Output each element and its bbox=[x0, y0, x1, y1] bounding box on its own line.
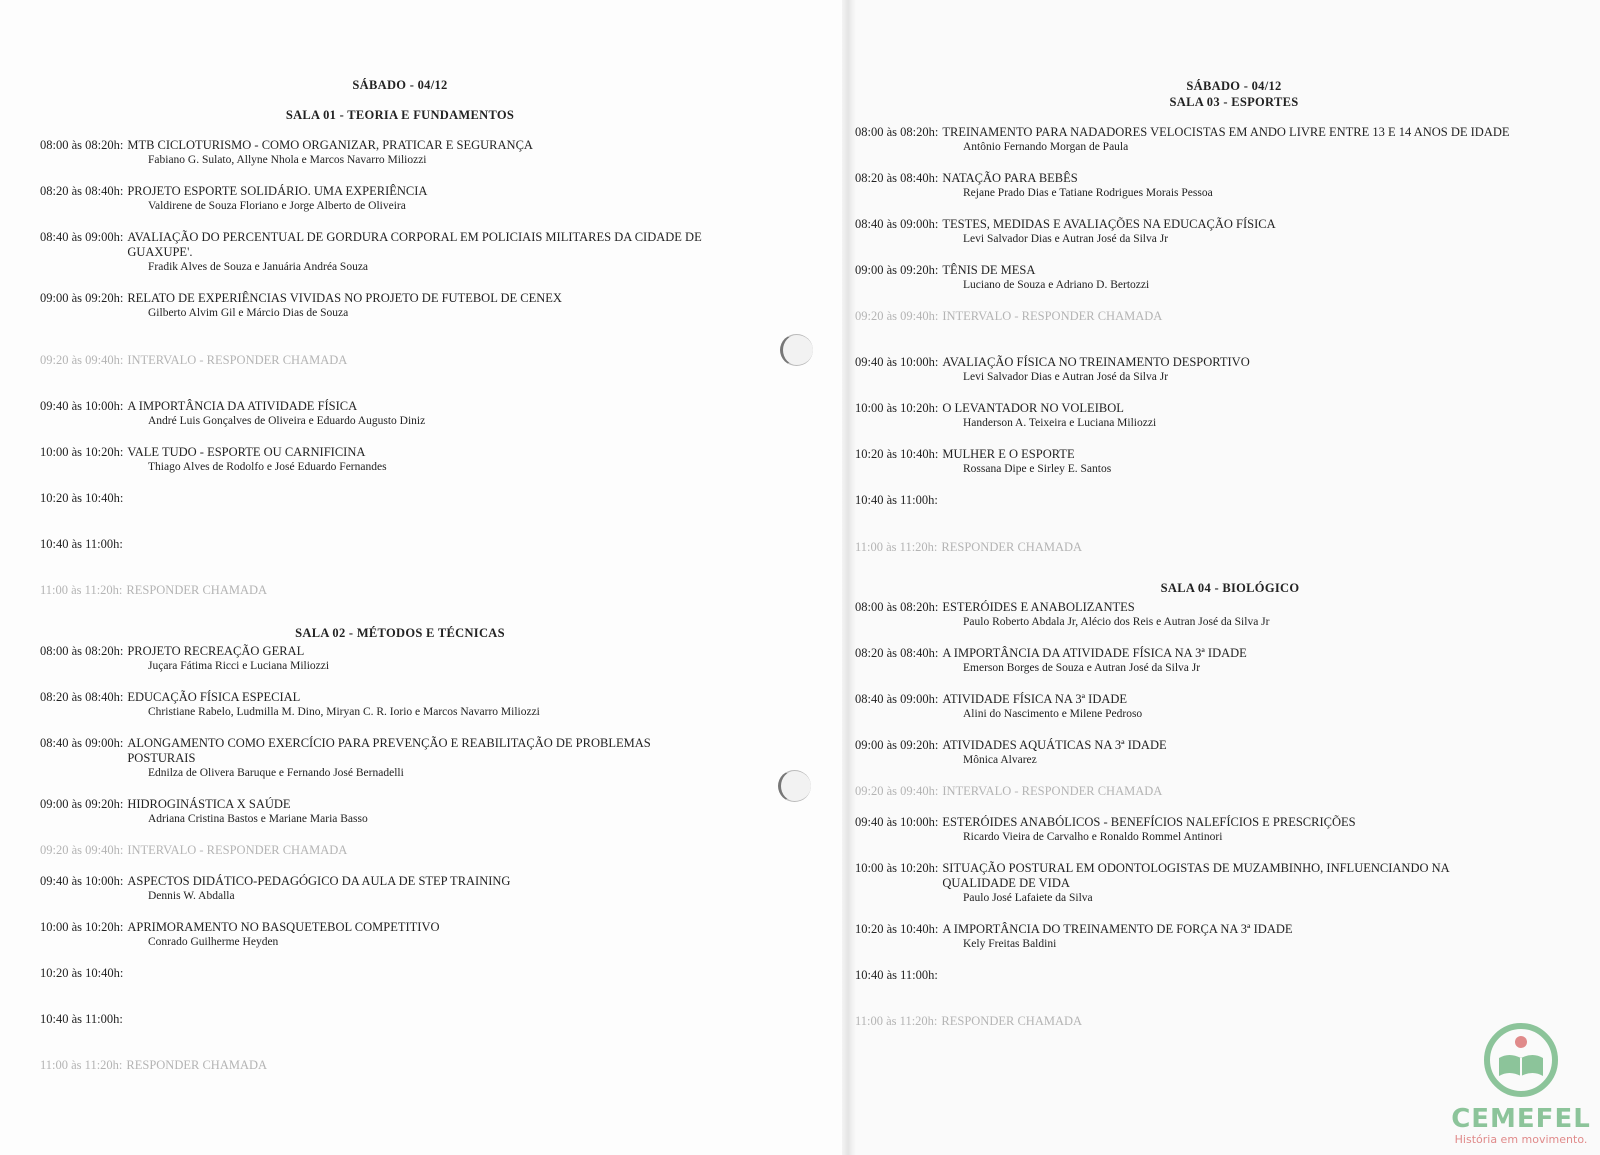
entry-title: INTERVALO - RESPONDER CHAMADA bbox=[127, 843, 348, 857]
entry-time: 10:00 às 10:20h: bbox=[855, 401, 939, 415]
schedule-entry bbox=[40, 291, 740, 321]
entry-line bbox=[40, 966, 720, 981]
schedule-entry bbox=[855, 217, 1575, 247]
entry-line bbox=[40, 583, 740, 598]
entry-authors: Christiane Rabelo, Ludmilla M. Dino, Miryan C. R. Iorio e Marcos Navarro Miliozzi bbox=[148, 706, 540, 718]
schedule-entry bbox=[40, 1012, 720, 1027]
entry-title: TÊNIS DE MESA bbox=[942, 263, 1036, 277]
entry-line bbox=[40, 230, 740, 260]
entry-time: 11:00 às 11:20h: bbox=[855, 540, 938, 554]
schedule-entry bbox=[40, 399, 740, 429]
entry-authors: Paulo José Lafaiete da Silva bbox=[963, 892, 1093, 904]
entry-time: 10:00 às 10:20h: bbox=[40, 920, 124, 934]
entry-time: 11:00 às 11:20h: bbox=[855, 1014, 938, 1028]
entry-title: EDUCAÇÃO FÍSICA ESPECIAL bbox=[127, 690, 301, 704]
schedule-entry bbox=[855, 309, 1575, 324]
entry-time: 10:00 às 10:20h: bbox=[40, 445, 124, 459]
entry-line bbox=[855, 692, 1505, 707]
schedule-entry bbox=[855, 401, 1575, 431]
entry-authors: Emerson Borges de Souza e Autran José da Silva Jr bbox=[963, 662, 1201, 674]
entry-line bbox=[855, 540, 1575, 555]
entry-title: AVALIAÇÃO DO PERCENTUAL DE GORDURA CORPORAL EM POLICIAIS MILITARES DA CIDADE DE GUAXUPE'. bbox=[127, 230, 702, 259]
entry-time: 09:40 às 10:00h: bbox=[40, 874, 124, 888]
entry-line bbox=[40, 445, 740, 460]
schedule-entry bbox=[40, 491, 740, 506]
entry-title: INTERVALO - RESPONDER CHAMADA bbox=[127, 353, 348, 367]
entry-authors: Levi Salvador Dias e Autran José da Silva Jr bbox=[963, 233, 1169, 245]
entry-title: RESPONDER CHAMADA bbox=[126, 1058, 268, 1072]
schedule-entry bbox=[40, 874, 720, 904]
schedule-entry bbox=[40, 797, 720, 827]
entry-line bbox=[855, 784, 1505, 799]
schedule-entry bbox=[855, 355, 1575, 385]
entry-line bbox=[855, 171, 1575, 186]
schedule-entry bbox=[855, 738, 1505, 768]
entry-line bbox=[855, 447, 1575, 462]
entry-line bbox=[855, 968, 1505, 983]
entry-authors: Valdirene de Souza Floriano e Jorge Alberto de Oliveira bbox=[148, 200, 406, 212]
entry-title: ESTERÓIDES ANABÓLICOS - BENEFÍCIOS NALEFÍCIOS E PRESCRIÇÕES bbox=[942, 815, 1356, 829]
entry-authors: Dennis W. Abdalla bbox=[148, 890, 235, 902]
entry-time: 08:40 às 09:00h: bbox=[855, 692, 939, 706]
entry-time: 09:40 às 10:00h: bbox=[40, 399, 124, 413]
cemefel-book-icon bbox=[1481, 1020, 1561, 1100]
entry-line bbox=[855, 217, 1575, 232]
entry-line bbox=[855, 738, 1505, 753]
entry-authors: Ednilza de Olivera Baruque e Fernando José Bernadelli bbox=[148, 767, 404, 779]
entry-time: 08:40 às 09:00h: bbox=[40, 230, 124, 244]
entry-line bbox=[855, 263, 1575, 278]
schedule-entry bbox=[855, 540, 1575, 555]
schedule-entry bbox=[855, 646, 1505, 676]
schedule-entry bbox=[40, 583, 740, 598]
entry-line bbox=[855, 922, 1505, 937]
entry-title: RESPONDER CHAMADA bbox=[941, 1014, 1083, 1028]
entry-line bbox=[40, 797, 720, 812]
entry-line bbox=[855, 600, 1505, 615]
schedule-entry bbox=[40, 920, 720, 950]
entry-authors: Paulo Roberto Abdala Jr, Alécio dos Reis e Autran José da Silva Jr bbox=[963, 616, 1270, 628]
entry-line bbox=[855, 861, 1505, 891]
schedule-entry bbox=[855, 815, 1505, 845]
schedule-entry bbox=[855, 784, 1505, 799]
entry-title: ASPECTOS DIDÁTICO-PEDAGÓGICO DA AULA DE STEP TRAINING bbox=[127, 874, 511, 888]
entry-line bbox=[40, 138, 740, 153]
schedule-entry bbox=[40, 736, 720, 781]
entry-line bbox=[855, 309, 1575, 324]
entry-time: 09:20 às 09:40h: bbox=[855, 784, 939, 798]
entry-authors: Ricardo Vieira de Carvalho e Ronaldo Rommel Antinori bbox=[963, 831, 1223, 843]
entry-authors: Handerson A. Teixeira e Luciana Miliozzi bbox=[963, 417, 1157, 429]
entry-time: 09:00 às 09:20h: bbox=[40, 797, 124, 811]
entry-title: TESTES, MEDIDAS E AVALIAÇÕES NA EDUCAÇÃO FÍSICA bbox=[942, 217, 1276, 231]
entry-time: 11:00 às 11:20h: bbox=[40, 583, 123, 597]
entry-title: PROJETO RECREAÇÃO GERAL bbox=[127, 644, 305, 658]
entry-title: ATIVIDADES AQUÁTICAS NA 3ª IDADE bbox=[942, 738, 1167, 752]
entry-authors: Kely Freitas Baldini bbox=[963, 938, 1057, 950]
entry-time: 09:20 às 09:40h: bbox=[40, 843, 124, 857]
entry-time: 08:20 às 08:40h: bbox=[40, 184, 124, 198]
schedule-entry bbox=[855, 171, 1575, 201]
entry-title: RELATO DE EXPERIÊNCIAS VIVIDAS NO PROJETO DE FUTEBOL DE CENEX bbox=[127, 291, 562, 305]
entry-line bbox=[40, 920, 720, 935]
entry-time: 09:00 às 09:20h: bbox=[855, 263, 939, 277]
entry-line bbox=[855, 815, 1505, 830]
entry-time: 09:40 às 10:00h: bbox=[855, 355, 939, 369]
entry-title: MULHER E O ESPORTE bbox=[942, 447, 1075, 461]
entry-time: 10:20 às 10:40h: bbox=[855, 922, 939, 936]
entry-title: PROJETO ESPORTE SOLIDÁRIO. UMA EXPERIÊNCIA bbox=[127, 184, 428, 198]
entry-title: A IMPORTÂNCIA DO TREINAMENTO DE FORÇA NA 3ª IDADE bbox=[942, 922, 1293, 936]
entry-time: 09:20 às 09:40h: bbox=[40, 353, 124, 367]
entry-time: 10:20 às 10:40h: bbox=[40, 491, 124, 505]
sala-03-title: SALA 03 - ESPORTES bbox=[1169, 95, 1299, 109]
entry-line bbox=[40, 843, 720, 858]
entry-line bbox=[855, 646, 1505, 661]
entry-line bbox=[855, 355, 1575, 370]
entry-time: 08:00 às 08:20h: bbox=[855, 125, 939, 139]
schedule-entry bbox=[40, 843, 720, 858]
entry-time: 10:40 às 11:00h: bbox=[40, 537, 123, 551]
entry-title: MTB CICLOTURISMO - COMO ORGANIZAR, PRATICAR E SEGURANÇA bbox=[127, 138, 533, 152]
entry-line bbox=[855, 1014, 1505, 1029]
entry-time: 08:20 às 08:40h: bbox=[40, 690, 124, 704]
sala-01-title: SALA 01 - TEORIA E FUNDAMENTOS bbox=[285, 108, 515, 122]
entry-title: A IMPORTÂNCIA DA ATIVIDADE FÍSICA bbox=[127, 399, 358, 413]
entry-time: 09:20 às 09:40h: bbox=[855, 309, 939, 323]
entry-title: TREINAMENTO PARA NADADORES VELOCISTAS EM ANDO LIVRE ENTRE 13 E 14 ANOS DE IDADE bbox=[942, 125, 1510, 139]
right-day-title: SÁBADO - 04/12 bbox=[1186, 79, 1282, 93]
entry-authors: Gilberto Alvim Gil e Márcio Dias de Souza bbox=[148, 307, 349, 319]
schedule-entry bbox=[40, 184, 740, 214]
entry-authors: Rejane Prado Dias e Tatiane Rodrigues Morais Pessoa bbox=[963, 187, 1213, 199]
schedule-entry bbox=[40, 1058, 720, 1073]
logo-name: CEMEFEL bbox=[1451, 1104, 1591, 1134]
entry-title: ESTERÓIDES E ANABOLIZANTES bbox=[942, 600, 1135, 614]
schedule-entry bbox=[40, 537, 740, 552]
schedule-entry bbox=[40, 138, 740, 168]
entry-authors: André Luis Gonçalves de Oliveira e Eduardo Augusto Diniz bbox=[148, 415, 426, 427]
schedule-entry bbox=[855, 1014, 1505, 1029]
left-day-title: SÁBADO - 04/12 bbox=[352, 78, 448, 92]
entry-authors: Levi Salvador Dias e Autran José da Silva Jr bbox=[963, 371, 1169, 383]
entry-line bbox=[40, 353, 740, 368]
entry-time: 08:00 às 08:20h: bbox=[40, 138, 124, 152]
entry-line bbox=[40, 1058, 720, 1073]
entry-time: 11:00 às 11:20h: bbox=[40, 1058, 123, 1072]
entry-title: RESPONDER CHAMADA bbox=[126, 583, 268, 597]
entry-title: O LEVANTADOR NO VOLEIBOL bbox=[942, 401, 1124, 415]
entry-authors: Mônica Alvarez bbox=[963, 754, 1037, 766]
entry-line bbox=[40, 291, 740, 306]
entry-title: AVALIAÇÃO FÍSICA NO TREINAMENTO DESPORTIVO bbox=[942, 355, 1250, 369]
entry-authors: Juçara Fátima Ricci e Luciana Miliozzi bbox=[148, 660, 330, 672]
schedule-entry bbox=[855, 968, 1505, 983]
cemefel-logo bbox=[1446, 1020, 1596, 1150]
entry-time: 08:40 às 09:00h: bbox=[40, 736, 124, 750]
schedule-entry bbox=[40, 690, 720, 720]
entry-line bbox=[40, 184, 740, 199]
entry-time: 08:00 às 08:20h: bbox=[40, 644, 124, 658]
entry-line bbox=[40, 1012, 720, 1027]
entry-line bbox=[40, 874, 720, 889]
entry-time: 08:20 às 08:40h: bbox=[855, 171, 939, 185]
punch-hole-bottom bbox=[778, 770, 811, 802]
entry-time: 10:00 às 10:20h: bbox=[855, 861, 939, 875]
entry-time: 08:40 às 09:00h: bbox=[855, 217, 939, 231]
entry-title: A IMPORTÂNCIA DA ATIVIDADE FÍSICA NA 3ª IDADE bbox=[942, 646, 1247, 660]
entry-title: ATIVIDADE FÍSICA NA 3ª IDADE bbox=[942, 692, 1128, 706]
entry-time: 09:40 às 10:00h: bbox=[855, 815, 939, 829]
entry-title: INTERVALO - RESPONDER CHAMADA bbox=[942, 784, 1163, 798]
entry-authors: Conrado Guilherme Heyden bbox=[148, 936, 279, 948]
punch-hole-top bbox=[780, 334, 813, 366]
entry-line bbox=[40, 491, 740, 506]
entry-authors: Antônio Fernando Morgan de Paula bbox=[963, 141, 1129, 153]
entry-authors: Rossana Dipe e Sirley E. Santos bbox=[963, 463, 1112, 475]
schedule-entry bbox=[855, 600, 1505, 630]
entry-line bbox=[855, 401, 1575, 416]
entry-time: 09:00 às 09:20h: bbox=[855, 738, 939, 752]
entry-line bbox=[40, 399, 740, 414]
schedule-entry bbox=[40, 966, 720, 981]
entry-line bbox=[40, 644, 720, 659]
entry-time: 10:20 às 10:40h: bbox=[40, 966, 124, 980]
schedule-entry bbox=[855, 493, 1575, 508]
schedule-entry bbox=[40, 644, 720, 674]
schedule-entry bbox=[40, 230, 740, 275]
entry-authors: Adriana Cristina Bastos e Mariane Maria Basso bbox=[148, 813, 368, 825]
schedule-entry bbox=[855, 692, 1505, 722]
entry-line bbox=[855, 125, 1575, 140]
entry-authors: Luciano de Souza e Adriano D. Bertozzi bbox=[963, 279, 1150, 291]
entry-time: 10:40 às 11:00h: bbox=[855, 493, 938, 507]
schedule-entry bbox=[40, 353, 740, 368]
entry-title: VALE TUDO - ESPORTE OU CARNIFICINA bbox=[127, 445, 366, 459]
entry-title: INTERVALO - RESPONDER CHAMADA bbox=[942, 309, 1163, 323]
entry-time: 09:00 às 09:20h: bbox=[40, 291, 124, 305]
entry-title: RESPONDER CHAMADA bbox=[941, 540, 1083, 554]
entry-line bbox=[40, 736, 720, 766]
logo-tagline: História em movimento. bbox=[1454, 1133, 1588, 1146]
entry-time: 08:00 às 08:20h: bbox=[855, 600, 939, 614]
entry-authors: Thiago Alves de Rodolfo e José Eduardo Fernandes bbox=[148, 461, 387, 473]
entry-authors: Fradik Alves de Souza e Januária Andréa Souza bbox=[148, 261, 369, 273]
entry-authors: Alini do Nascimento e Milene Pedroso bbox=[963, 708, 1143, 720]
entry-line bbox=[40, 537, 740, 552]
entry-line bbox=[40, 690, 720, 705]
schedule-entry bbox=[855, 861, 1505, 906]
entry-title: APRIMORAMENTO NO BASQUETEBOL COMPETITIVO bbox=[127, 920, 440, 934]
entry-title: NATAÇÃO PARA BEBÊS bbox=[942, 171, 1078, 185]
entry-title: HIDROGINÁSTICA X SAÚDE bbox=[127, 797, 291, 811]
entry-authors: Fabiano G. Sulato, Allyne Nhola e Marcos Navarro Miliozzi bbox=[148, 154, 427, 166]
entry-line bbox=[855, 493, 1575, 508]
schedule-entry bbox=[855, 922, 1505, 952]
schedule-entry bbox=[40, 445, 740, 475]
schedule-entry bbox=[855, 263, 1575, 293]
sala-02-title: SALA 02 - MÉTODOS E TÉCNICAS bbox=[295, 626, 505, 640]
entry-time: 10:40 às 11:00h: bbox=[855, 968, 938, 982]
page-fold bbox=[842, 0, 856, 1155]
entry-time: 10:40 às 11:00h: bbox=[40, 1012, 123, 1026]
entry-title: SITUAÇÃO POSTURAL EM ODONTOLOGISTAS DE MUZAMBINHO, INFLUENCIANDO NA QUALIDADE DE VIDA bbox=[942, 861, 1449, 890]
entry-time: 08:20 às 08:40h: bbox=[855, 646, 939, 660]
schedule-entry bbox=[855, 447, 1575, 477]
schedule-entry bbox=[855, 125, 1575, 155]
entry-title: ALONGAMENTO COMO EXERCÍCIO PARA PREVENÇÃO E REABILITAÇÃO DE PROBLEMAS POSTURAIS bbox=[127, 736, 651, 765]
sala-04-title: SALA 04 - BIOLÓGICO bbox=[1160, 581, 1300, 595]
entry-time: 10:20 às 10:40h: bbox=[855, 447, 939, 461]
